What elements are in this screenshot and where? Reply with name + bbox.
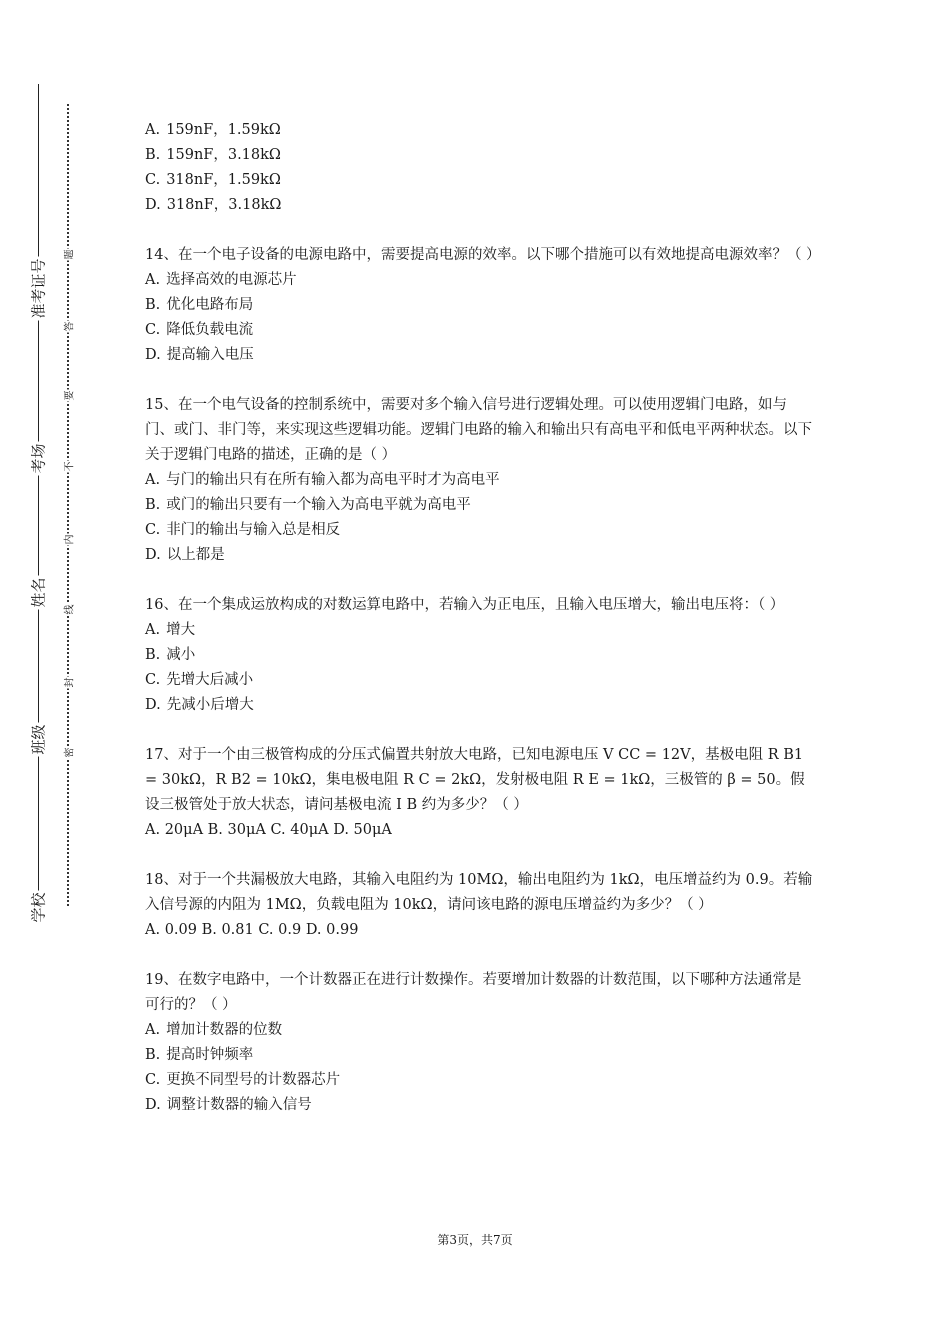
question-17 [145,743,815,843]
option-c: C. 318nF，1.59kΩ [145,172,281,188]
question-18 [145,868,815,943]
option-b: B. 减小 [145,647,196,663]
question-13-options [145,118,815,218]
option-d: D. 先减小后增大 [145,697,254,713]
question-stem: 18、对于一个共漏极放大电路，其输入电阻约为 10MΩ，输出电阻约为 1kΩ，电压增益约为 0.9。若输入信号源的内阻为 1MΩ，负载电阻为 10kΩ，请问该电路的源电压增益约为多少？（ ） [145,872,813,913]
option-b: B. 优化电路布局 [145,297,254,313]
option-a: A. 增大 [145,622,196,638]
seal-dotted-line [67,104,69,906]
option-b: B. 或门的输出只要有一个输入为高电平就为高电平 [145,497,471,513]
school-field: 学校 [29,891,48,923]
name-field: 姓名 [29,576,48,608]
option-c: C. 更换不同型号的计数器芯片 [145,1072,341,1088]
options-inline: A. 20μA B. 30μA C. 40μA D. 50μA [145,822,392,838]
question-19 [145,968,815,1118]
option-d: D. 318nF，3.18kΩ [145,197,282,213]
option-c: C. 降低负载电流 [145,322,254,338]
seal-char: 线 [58,599,78,619]
option-b: B. 提高时钟频率 [145,1047,254,1063]
seal-char: 题 [58,244,78,264]
page-number: 第3页，共7页 [437,1233,513,1247]
seal-char: 内 [58,529,78,549]
seal-char: 要 [58,385,78,405]
question-stem: 17、对于一个由三极管构成的分压式偏置共射放大电路，已知电源电压 V CC = 12V，基极电阻 R B1 = 30kΩ，R B2 = 10kΩ，集电极电阻 R C = 2kΩ，发射极电阻 R E = 1kΩ，三极管的 β = 50。假设三极管处于放大状态，请问基极电流 I B 约为多少？（ ） [145,747,805,813]
option-d: D. 以上都是 [145,547,225,563]
option-d: D. 提高输入电压 [145,347,254,363]
option-a: A. 159nF，1.59kΩ [145,122,281,138]
exam-room-field: 考场 [29,442,48,474]
exam-id-field: 准考证号 [29,257,48,319]
seal-char: 封 [58,672,78,692]
option-a: A. 与门的输出只有在所有输入都为高电平时才为高电平 [145,472,500,488]
option-a: A. 增加计数器的位数 [145,1022,283,1038]
seal-char: 密 [58,742,78,762]
question-16 [145,593,815,718]
question-stem: 19、在数字电路中，一个计数器正在进行计数操作。若要增加计数器的计数范围，以下哪种方法通常是可行的？（ ） [145,972,802,1013]
option-c: C. 先增大后减小 [145,672,254,688]
options-inline: A. 0.09 B. 0.81 C. 0.9 D. 0.99 [145,922,359,938]
question-stem: 15、在一个电气设备的控制系统中，需要对多个输入信号进行逻辑处理。可以使用逻辑门电路，如与门、或门、非门等，来实现这些逻辑功能。逻辑门电路的输入和输出只有高电平和低电平两种状态。以下关于逻辑门电路的描述，正确的是（ ） [145,397,812,463]
seal-char: 答 [58,316,78,336]
class-field: 班级 [29,723,48,755]
option-c: C. 非门的输出与输入总是相反 [145,522,341,538]
question-stem: 14、在一个电子设备的电源电路中，需要提高电源的效率。以下哪个措施可以有效地提高电源效率？（ ） [145,247,821,263]
option-b: B. 159nF，3.18kΩ [145,147,281,163]
question-14 [145,243,821,368]
question-15 [145,393,815,568]
seal-char: 不 [58,456,78,476]
question-stem: 16、在一个集成运放构成的对数运算电路中，若输入为正电压，且输入电压增大，输出电压将：（ ） [145,597,785,613]
question-list [145,118,821,1143]
option-a: A. 选择高效的电源芯片 [145,272,297,288]
option-d: D. 调整计数器的输入信号 [145,1097,312,1113]
